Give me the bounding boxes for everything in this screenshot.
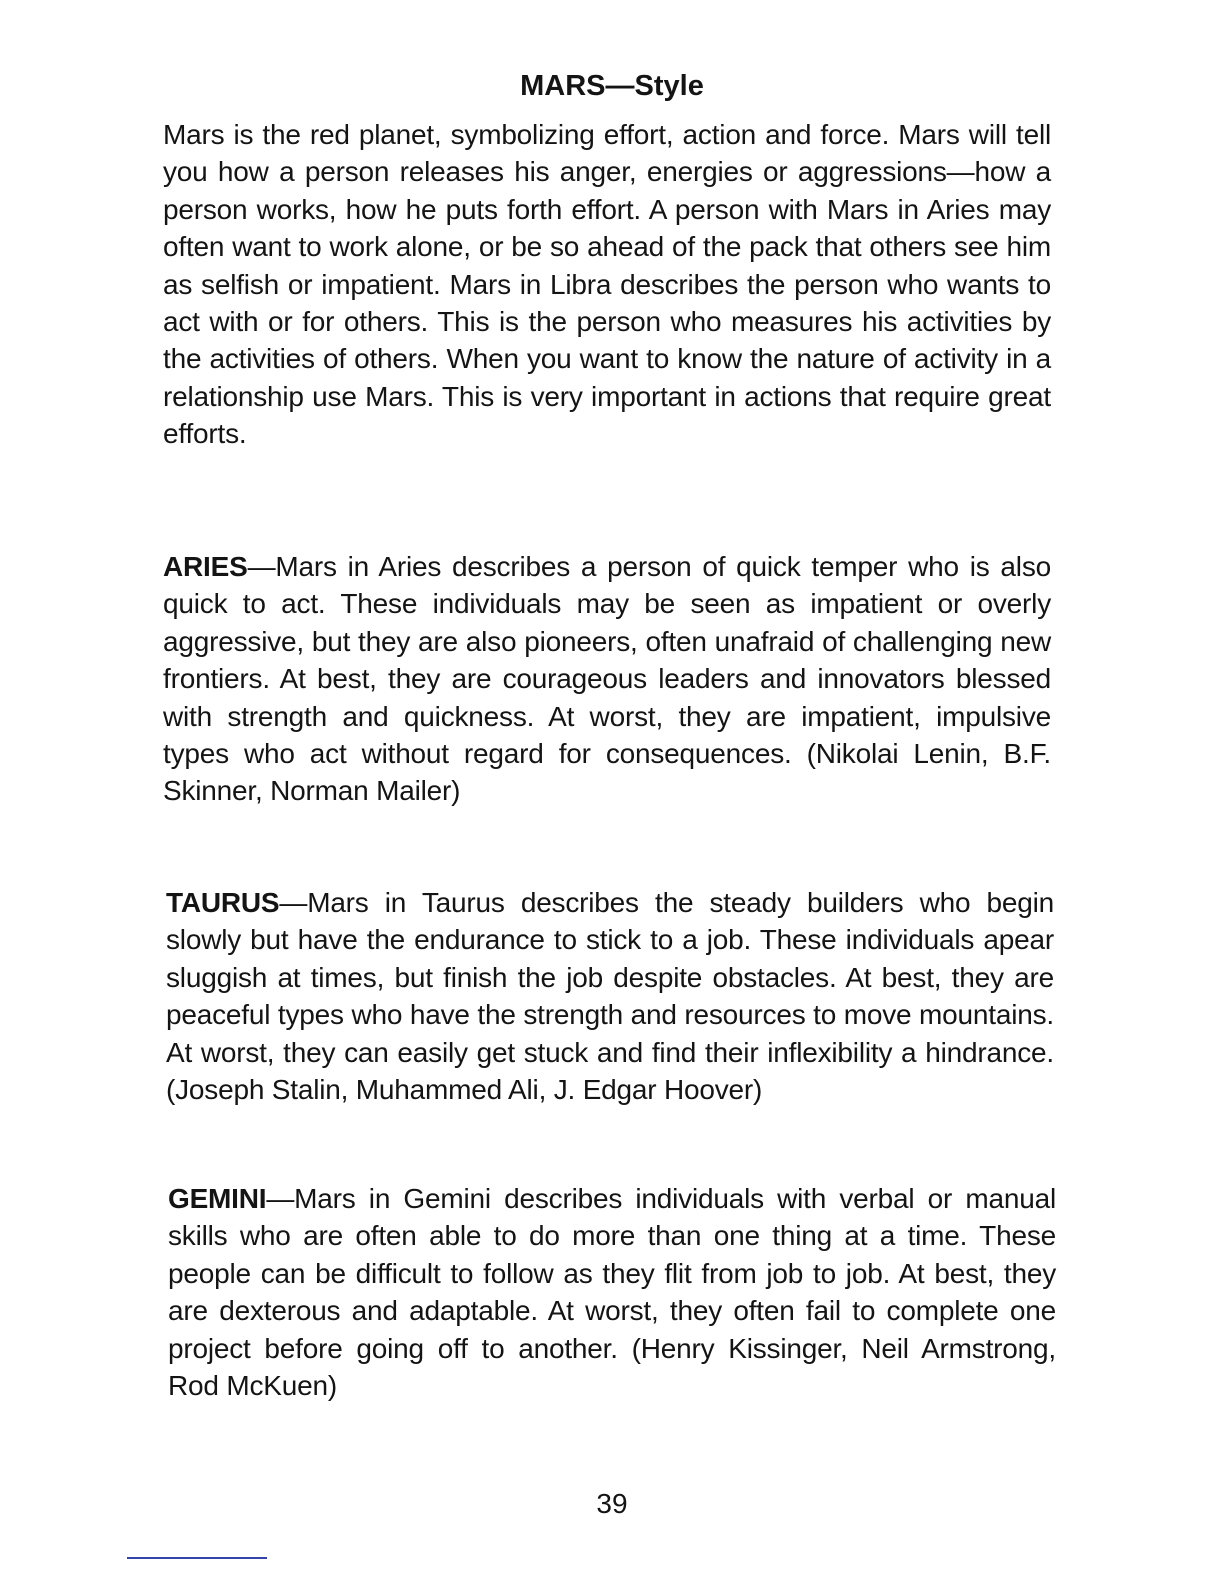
- taurus-term: TAURUS: [166, 887, 280, 918]
- taurus-paragraph: [166, 884, 1054, 1108]
- gemini-paragraph: [168, 1180, 1056, 1404]
- aries-term: ARIES: [163, 551, 248, 582]
- intro-paragraph: Mars is the red planet, symbolizing effort, action and force. Mars will tell you how a person releases his anger, energies or aggressions—how a person works, how he puts forth effort. A person with Mars in Aries may often want to work alone, or be so ahead of the pack that others see him as selfish or impatient. Mars in Libra describes the person who wants to act with or for others. This is the person who measures his activities by the activities of others. When you want to know the nature of activity in a relationship use Mars. This is very important in actions that require great efforts.: [163, 119, 1051, 450]
- footer-rule: [127, 1557, 267, 1559]
- gemini-term: GEMINI: [168, 1183, 267, 1214]
- taurus-text: —Mars in Taurus describes the steady builders who begin slowly but have the endurance to stick to a job. These individuals apear sluggish at times, but finish the job despite obstacles. At best, they are peaceful types who have the strength and resources to move mountains. At worst, they can easily get stuck and find their inflexibility a hindrance. (Joseph Stalin, Muhammed Ali, J. Edgar Hoover): [166, 887, 1054, 1106]
- aries-paragraph: [163, 548, 1051, 810]
- page-title: MARS—Style: [520, 70, 704, 102]
- aries-text: —Mars in Aries describes a person of quick temper who is also quick to act. These individuals may be seen as impatient or overly aggressive, but they are also pioneers, often unafraid of challenging new frontiers. At best, they are courageous leaders and innovators blessed with strength and quickness. At worst, they are impatient, impulsive types who act without regard for consequences. (Nikolai Lenin, B.F. Skinner, Norman Mailer): [163, 551, 1051, 807]
- gemini-text: —Mars in Gemini describes individuals with verbal or manual skills who are often able to do more than one thing at a time. These people can be difficult to follow as they flit from job to job. At best, they are dexterous and adaptable. At worst, they often fail to complete one project before going off to another. (Henry Kissinger, Neil Armstrong, Rod McKuen): [168, 1183, 1056, 1402]
- page-number: 39: [596, 1488, 628, 1519]
